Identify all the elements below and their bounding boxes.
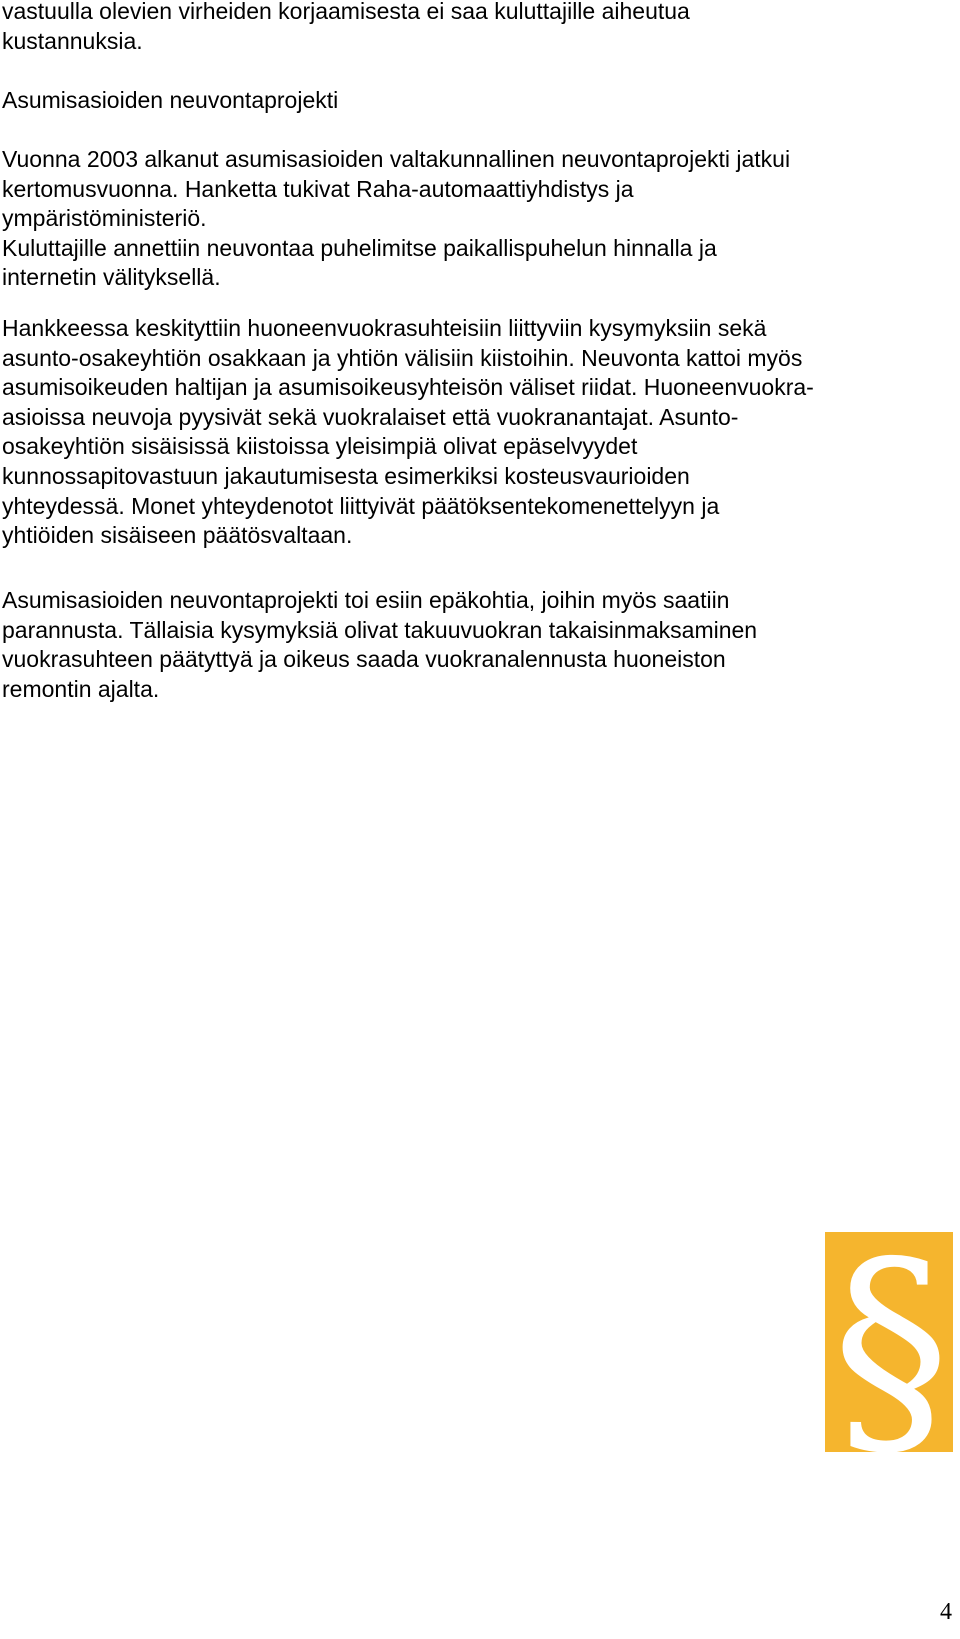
- logo-glyph: §: [832, 1232, 950, 1452]
- paragraph-3-line: vuokrasuhteen päätyttyä ja oikeus saada vuokranalennusta huoneiston: [2, 646, 726, 673]
- paragraph-1-line: Kuluttajille annettiin neuvontaa puhelimitse paikallispuhelun hinnalla ja: [2, 234, 717, 261]
- paragraph-2-line: asunto-osakeyhtiön osakkaan ja yhtiön välisiin kiistoihin. Neuvonta kattoi myös: [2, 344, 803, 371]
- paragraph-2-line: asioissa neuvoja pyysivät sekä vuokralaiset että vuokranantajat. Asunto-: [2, 403, 739, 430]
- paragraph-2-line: osakeyhtiön sisäisissä kiistoissa yleisimpiä olivat epäselvyydet: [2, 433, 638, 460]
- page-number: 4: [940, 1599, 952, 1625]
- paragraph-2-line: Hankkeessa keskityttiin huoneenvuokrasuhteisiin liittyviin kysymyksiin sekä: [2, 315, 767, 341]
- paragraph-3-line: remontin ajalta.: [2, 675, 160, 702]
- paragraph-2-line: kunnossapitovastuun jakautumisesta esimerkiksi kosteusvaurioiden: [2, 463, 690, 489]
- paragraph-3-line: Asumisasioiden neuvontaprojekti toi esiin epäkohtia, joihin myös saatiin: [2, 587, 730, 613]
- paragraph-2-line: yhteydessä. Monet yhteydenotot liittyivät päätöksentekomenettelyyn ja: [2, 492, 720, 519]
- paragraph-1-line: Vuonna 2003 alkanut asumisasioiden valtakunnallinen neuvontaprojekti jatkui: [2, 146, 791, 172]
- intro-fragment-line: kustannuksia.: [2, 27, 143, 54]
- section-sign-icon: [825, 1232, 953, 1452]
- paragraph-1-line: kertomusvuonna. Hanketta tukivat Raha-automaattiyhdistys ja: [2, 175, 634, 202]
- paragraph-1-line: ympäristöministeriö.: [2, 205, 207, 232]
- intro-fragment-line: vastuulla olevien virheiden korjaamisesta ei saa kuluttajille aiheutua: [2, 0, 690, 24]
- section-heading-line: Asumisasioiden neuvontaprojekti: [2, 87, 339, 113]
- paragraph-2-line: yhtiöiden sisäiseen päätösvaltaan.: [2, 522, 353, 549]
- paragraph-1-line: internetin välityksellä.: [2, 264, 221, 291]
- paragraph-3-line: parannusta. Tällaisia kysymyksiä olivat takuuvuokran takaisinmaksaminen: [2, 616, 758, 643]
- paragraph-2-line: asumisoikeuden haltijan ja asumisoikeusyhteisön väliset riidat. Huoneenvuokra-: [2, 374, 814, 401]
